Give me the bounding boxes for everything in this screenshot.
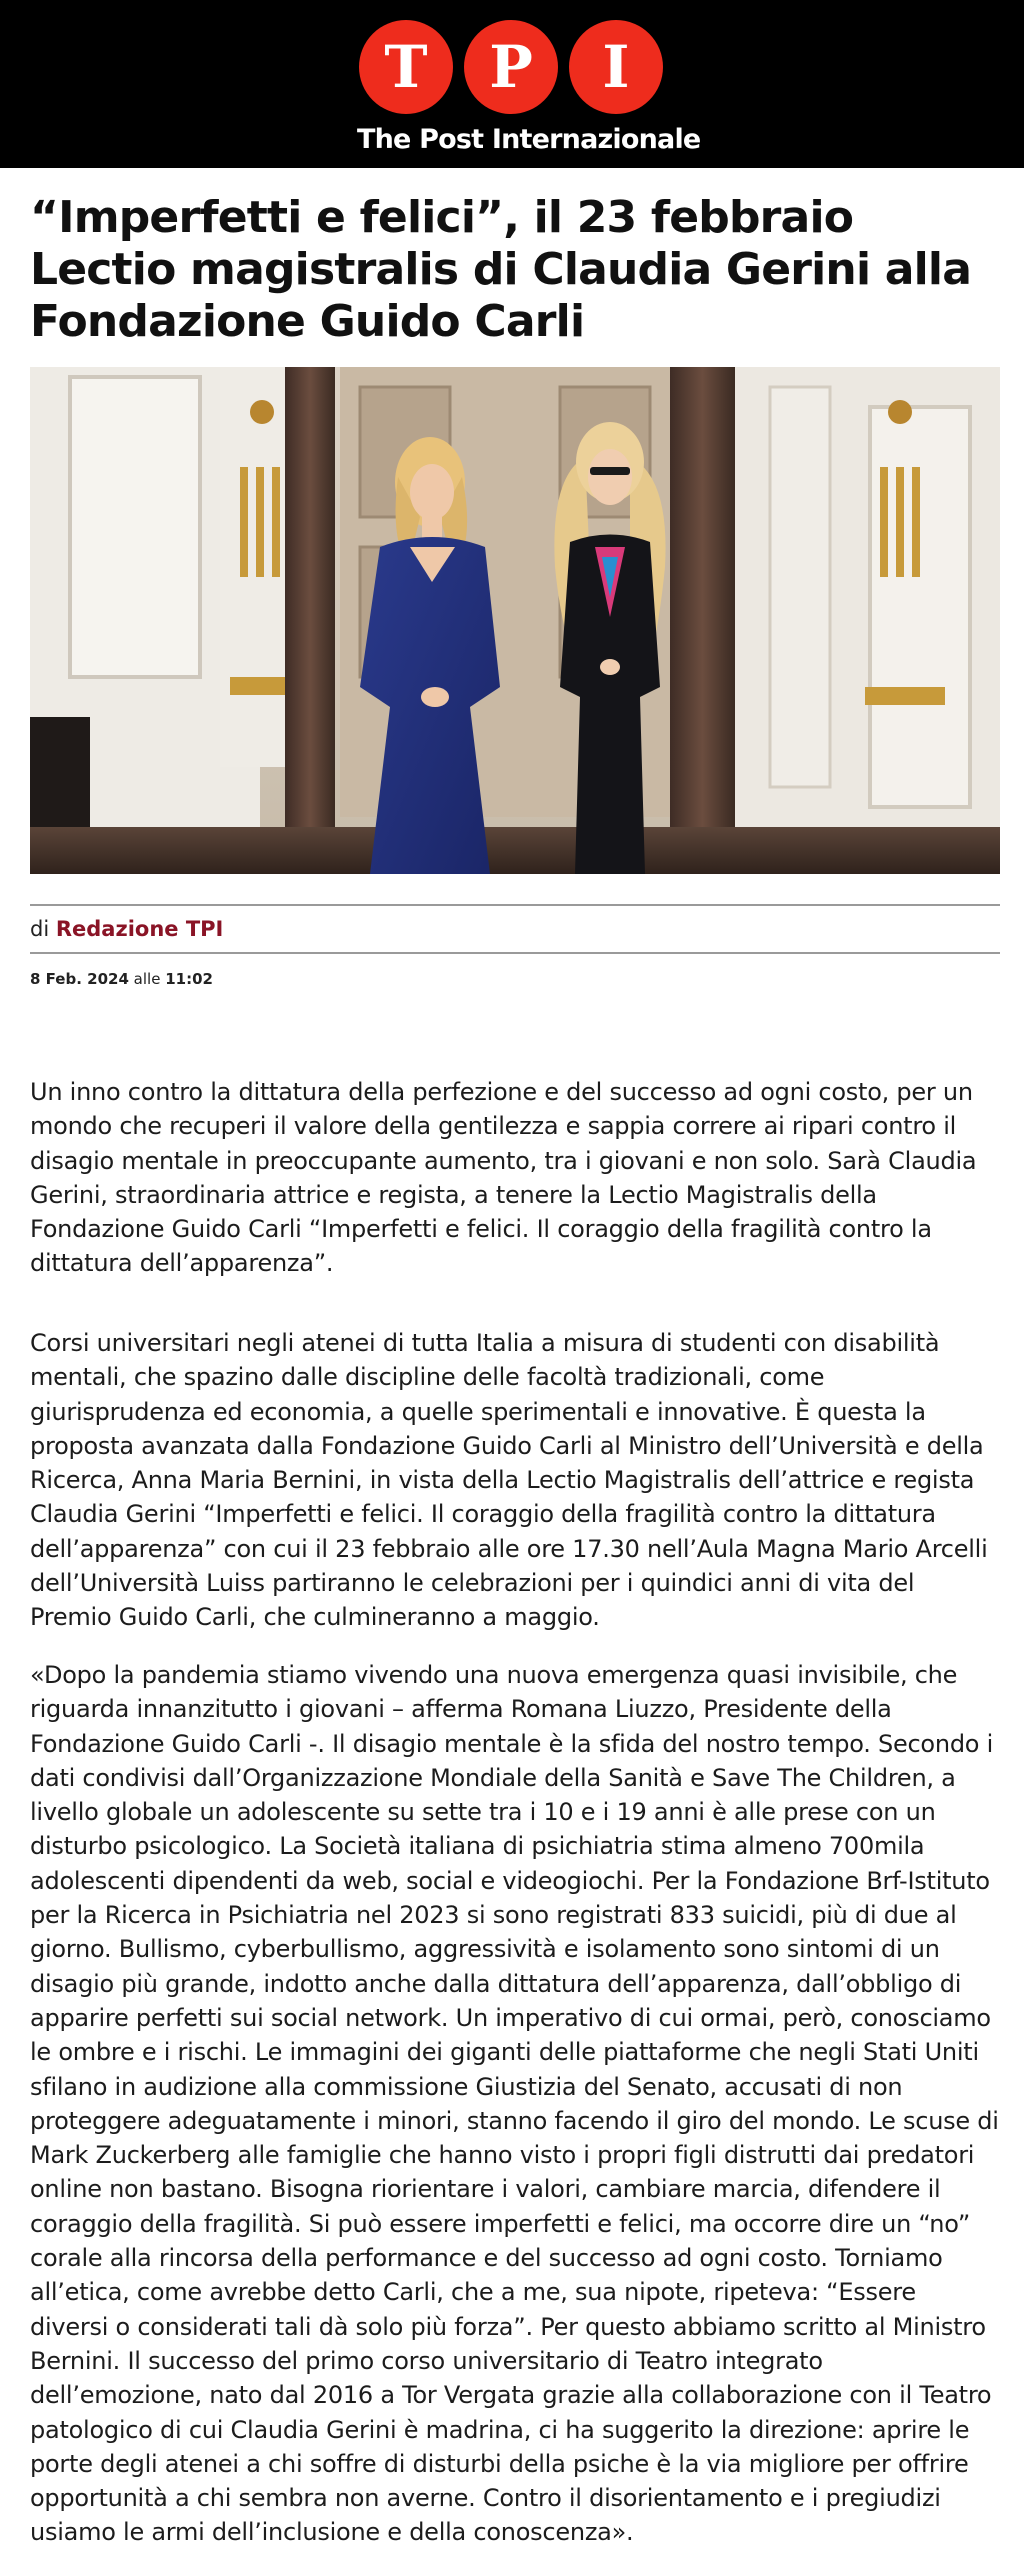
logo-letter-t: T [359, 20, 453, 114]
publish-date: 8 Feb. 2024 [30, 970, 129, 988]
logo-letter-p: P [464, 20, 558, 114]
article-byline [30, 914, 1000, 944]
byline-top-divider [30, 904, 1000, 906]
logo-circles [357, 20, 667, 116]
publish-time: 11:02 [165, 970, 213, 988]
article-paragraph: Corsi universitari negli atenei di tutta Italia a misura di studenti con disabilità mentali, che spazino dalle discipline delle facoltà tradizionali, come giurisprudenza ed economia, a quelle sperimentali e innovative. È questa la proposta avanzata dalla Fondazione Guido Carli al Ministro dell’Università e della Ricerca, Anna Maria Bernini, in vista della Lectio Magistralis dell’attrice e regista Claudia Gerini “Imperfetti e felici. Il coraggio della fragilità contro la dittatura dell’apparenza” con cui il 23 febbraio alle ore 17.30 nell’Aula Magna Mario Arcelli dell’Università Luiss partiranno le celebrazioni per i quindici anni di vita del Premio Guido Carli, che culmineranno a maggio. [30, 1329, 988, 1632]
logo-tagline: The Post Internazionale [357, 124, 701, 155]
date-separator: alle [133, 970, 161, 988]
article-paragraph: «Dopo la pandemia stiamo vivendo una nuova emergenza quasi invisibile, che riguarda innanzitutto i giovani – afferma Romana Liuzzo, Presidente della Fondazione Guido Carli -. Il disagio mentale è la sfida del nostro tempo. Secondo i dati condivisi dall’Organizzazione Mondiale della Sanità e Save The Children, a livello globale un adolescente su sette tra i 10 e i 19 anni è alle prese con un disturbo psicologico. La Società italiana di psichiatria stima almeno 700mila adolescenti dipendenti da web, social e videogiochi. Per la Fondazione Brf-Istituto per la Ricerca in Psichiatria nel 2023 si sono registrati 833 suicidi, più di due al giorno. Bullismo, cyberbullismo, aggressività e isolamento sono sintomi di un disagio più grande, indotto anche dalla dittatura dell’apparenza, dall’obbligo di apparire perfetti sui social network. Un imperativo di cui ormai, però, conosciamo le ombre e i rischi. Le immagini dei giganti delle piattaforme che negli Stati Uniti sfilano in audizione alla commissione Giustizia del Senato, accusati di non proteggere adeguatamente i minori, stanno facendo il giro del mondo. Le scuse di Mark Zuckerberg alle famiglie che hanno visto i propri figli distrutti dai predatori online non bastano. Bisogna riorientare i valori, cambiare marcia, difendere il coraggio della fragilità. Si può essere imperfetti e felici, ma occorre dire un “no” corale alla rincorsa della performance e del successo ad ogni costo. Torniamo all’etica, come avrebbe detto Carli, che a me, sua nipote, ripeteva: “Essere diversi o considerati tali dà solo più forza”. Per questo abbiamo scritto al Ministro Bernini. Il successo del primo corso universitario di Teatro integrato dell’emozione, nato dal 2016 a Tor Vergata grazie alla collaborazione con il Teatro patologico di cui Claudia Gerini è madrina, ci ha suggerito la direzione: aprire le porte degli atenei a chi soffre di disturbi della psiche è la via migliore per offrire opportunità a chi sembra non averne. Contro il disorientamento e i pregiudizi usiamo le armi dell’inclusione e della conoscenza». [30, 1661, 999, 2547]
byline-bottom-divider [30, 952, 1000, 954]
article-dateline [30, 968, 213, 990]
site-header [0, 0, 1024, 168]
author-link[interactable]: Redazione TPI [55, 917, 224, 941]
byline-prefix: di [30, 917, 50, 941]
tpi-logo[interactable] [357, 20, 701, 160]
article-paragraph: Un inno contro la dittatura della perfezione e del successo ad ogni costo, per un mondo che recuperi il valore della gentilezza e sappia correre ai ripari contro il disagio mentale in preoccupante aumento, tra i giovani e non solo. Sarà Claudia Gerini, straordinaria attrice e regista, a tenere la Lectio Magistralis della Fondazione Guido Carli “Imperfetti e felici. Il coraggio della fragilità contro la dittatura dell’apparenza”. [30, 1078, 977, 1278]
article-hero-image [30, 367, 1000, 874]
article-title: “Imperfetti e felici”, il 23 febbraio Lectio magistralis di Claudia Gerini alla Fondazione Guido Carli [30, 192, 972, 347]
logo-letter-i: I [569, 20, 663, 114]
